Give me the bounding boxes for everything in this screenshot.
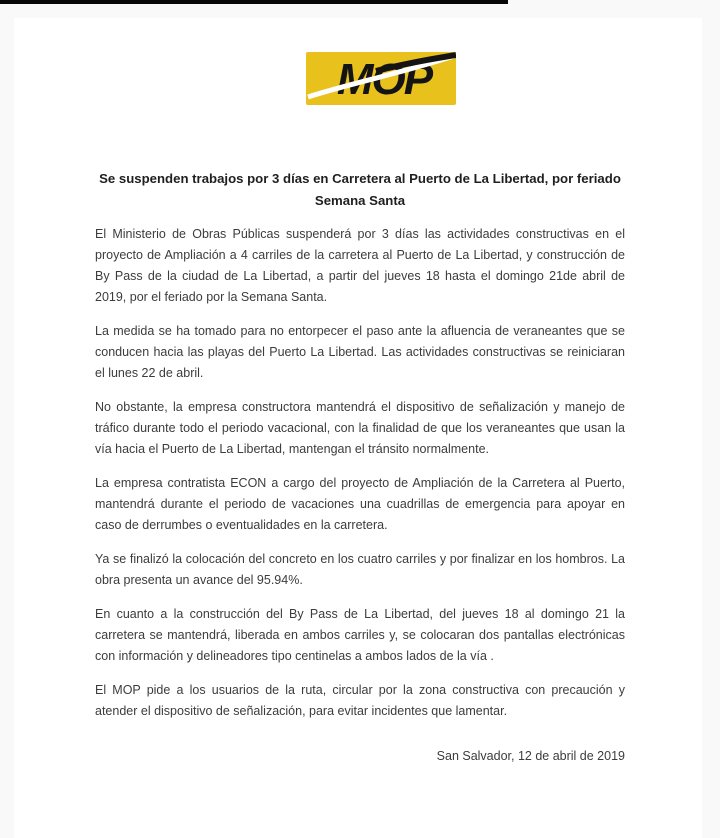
mop-logo-text: MOP [336,55,432,104]
document-content [14,18,702,767]
document-body [95,224,625,722]
paragraph-4: La empresa contratista ECON a cargo del proyecto de Ampliación de la Carretera al Puerto, mantendrá durante el periodo de vacaciones una cuadrillas de emergencia para apoyar en caso de derrumbes o eventualidades en la carretera. [95,476,625,532]
paragraph-2: La medida se ha tomado para no entorpecer el paso ante la afluencia de veraneantes que se conducen hacia las playas del Puerto La Libertad. Las actividades constructivas se reiniciaran el lunes 22 de abril. [95,324,625,380]
paragraph-5: Ya se finalizó la colocación del concreto en los cuatro carriles y por finalizar en los hombros. La obra presenta un avance del 95.94%. [95,552,625,587]
mop-logo [116,52,646,105]
paragraph-3: No obstante, la empresa constructora mantendrá el dispositivo de señalización y manejo de tráfico durante todo el periodo vacacional, con la finalidad de que los veraneantes que usan la vía hacia el Puerto de La Libertad, mantengan el tránsito normalmente. [95,400,625,456]
document-page [14,18,702,838]
top-edge-bar [0,0,508,4]
paragraph-7: El MOP pide a los usuarios de la ruta, circular por la zona constructiva con precaución y atender el dispositivo de señalización, para evitar incidentes que lamentar. [95,683,625,718]
paragraph-1: El Ministerio de Obras Públicas suspenderá por 3 días las actividades constructivas en el proyecto de Ampliación a 4 carriles de la carretera al Puerto de La Libertad, y construcción de By Pass de la ciudad de La Libertad, a partir del jueves 18 hasta el domingo 21de abril de 2019, por el feriado por la Semana Santa. [95,227,625,304]
paragraph-6: En cuanto a la construcción del By Pass de La Libertad, del jueves 18 al domingo 21 la carretera se mantendrá, liberada en ambos carriles y, se colocaran dos pantallas electrónicas con información y delineadores tipo centinelas a ambos lados de la vía . [95,607,625,663]
document-title: Se suspenden trabajos por 3 días en Carretera al Puerto de La Libertad, por feriado Semana Santa [99,171,621,208]
dateline: San Salvador, 12 de abril de 2019 [436,749,625,763]
mop-logo-icon [306,52,456,105]
